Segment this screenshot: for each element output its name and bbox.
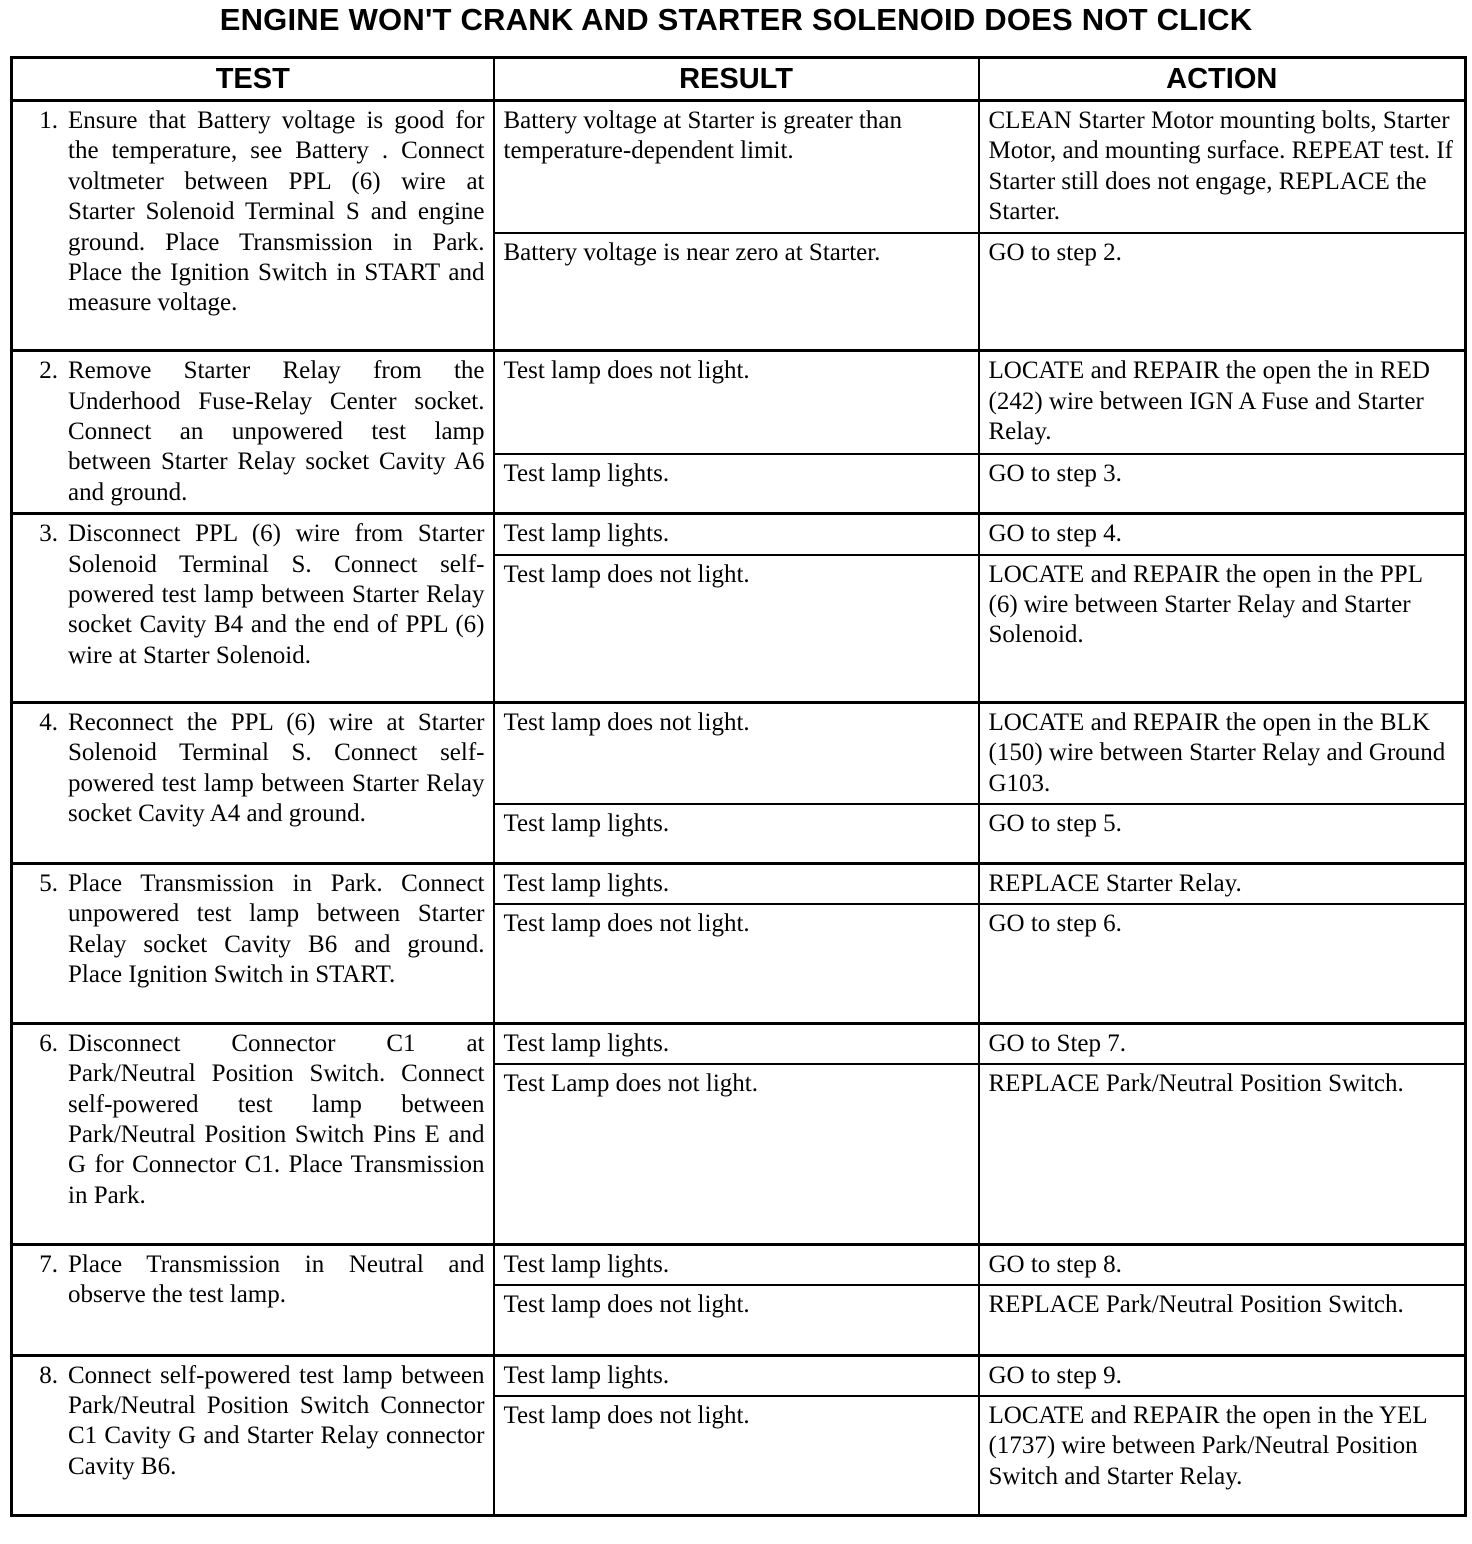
action-cell — [979, 904, 1466, 1023]
action-text: GO to step 5. — [988, 810, 1122, 838]
result-cell — [494, 804, 979, 863]
header-test: TEST — [12, 58, 494, 101]
result-cell — [494, 703, 979, 805]
table-body — [12, 101, 1466, 1516]
action-text: GO to step 2. — [988, 238, 1122, 266]
test-text: Connect self-powered test lamp between Park/Neutral Position Switch Connector C1 Cavity G and Starter Relay connector Cavity B6. — [68, 1361, 485, 1480]
action-cell — [979, 555, 1466, 703]
result-text: Test lamp does not light. — [503, 709, 750, 737]
action-cell — [979, 1355, 1466, 1396]
header-result: RESULT — [494, 58, 979, 101]
step-number: 2. — [39, 357, 58, 385]
table-row — [12, 101, 1466, 233]
result-cell — [494, 1355, 979, 1396]
action-text: REPLACE Park/Neutral Position Switch. — [988, 1291, 1404, 1318]
result-cell — [494, 514, 979, 555]
action-cell — [979, 101, 1466, 233]
result-cell — [494, 233, 979, 351]
action-text: GO to step 3. — [988, 459, 1122, 487]
test-text: Remove Starter Relay from the Underhood Fuse-Relay Center socket. Connect an unpowered test lamp between Starter Relay socket Cavity A6 and ground. — [68, 357, 485, 506]
table-row — [12, 703, 1466, 805]
test-cell — [12, 101, 494, 351]
header-action: ACTION — [979, 58, 1466, 101]
step-number: 6. — [39, 1029, 58, 1057]
result-cell — [494, 863, 979, 904]
step-number: 1. — [39, 107, 58, 134]
test-cell — [12, 351, 494, 514]
header-row — [12, 58, 1466, 101]
step-number: 8. — [39, 1361, 58, 1389]
test-text: Place Transmission in Neutral and observe the test lamp. — [68, 1250, 485, 1308]
result-cell — [494, 1244, 979, 1285]
result-text: Test lamp lights. — [503, 1250, 670, 1278]
result-text: Test lamp does not light. — [503, 1401, 750, 1429]
action-cell — [979, 863, 1466, 904]
action-cell — [979, 1396, 1466, 1516]
result-text: Test lamp does not light. — [503, 560, 750, 588]
action-text: GO to step 8. — [988, 1250, 1122, 1278]
page-title: ENGINE WON'T CRANK AND STARTER SOLENOID DOES NOT CLICK — [219, 2, 1253, 37]
action-cell — [979, 454, 1466, 514]
test-text: Ensure that Battery voltage is good for the temperature, see Battery . Connect voltmeter between PPL (6) wire at Starter Solenoid Terminal S and engine ground. Place Transmission in Park. Place the Ignition Switch in START and measure voltage. — [68, 107, 485, 317]
table-row — [12, 1244, 1466, 1285]
test-cell — [12, 703, 494, 864]
result-text: Test lamp lights. — [503, 459, 670, 487]
result-text: Test lamp lights. — [503, 810, 670, 838]
result-text: Test lamp lights. — [503, 869, 670, 897]
result-cell — [494, 555, 979, 703]
step-number: 3. — [39, 520, 58, 548]
step-number: 5. — [39, 869, 58, 897]
action-text: GO to step 4. — [988, 520, 1122, 548]
action-text: REPLACE Starter Relay. — [988, 869, 1242, 897]
action-cell — [979, 1023, 1466, 1064]
test-cell — [12, 1244, 494, 1355]
test-text: Reconnect the PPL (6) wire at Starter Solenoid Terminal S. Connect self-powered test lamp between Starter Relay socket Cavity A4 and ground. — [68, 709, 485, 828]
result-text: Battery voltage is near zero at Starter. — [503, 238, 881, 266]
action-text: GO to Step 7. — [988, 1029, 1126, 1057]
action-cell — [979, 1285, 1466, 1355]
result-text: Test lamp lights. — [503, 1029, 670, 1057]
test-text: Disconnect Connector C1 at Park/Neutral Position Switch. Connect self-powered test lamp between Park/Neutral Position Switch Pins E and G for Connector C1. Place Transmission in Park. — [68, 1029, 485, 1209]
action-text: GO to step 9. — [988, 1361, 1122, 1389]
action-text: REPLACE Park/Neutral Position Switch. — [988, 1070, 1404, 1098]
result-cell — [494, 1285, 979, 1355]
result-text: Test lamp lights. — [503, 520, 670, 548]
result-text: Test lamp lights. — [503, 1361, 670, 1389]
diagnostic-table — [10, 56, 1467, 1517]
test-cell — [12, 1023, 494, 1244]
action-cell — [979, 1244, 1466, 1285]
result-cell — [494, 904, 979, 1023]
step-number: 4. — [39, 709, 58, 737]
action-cell — [979, 351, 1466, 454]
result-cell — [494, 454, 979, 514]
action-text: CLEAN Starter Motor mounting bolts, Starter Motor, and mounting surface. REPEAT test. If Starter still does not engage, REPLACE the Starter. — [988, 107, 1453, 226]
step-number: 7. — [39, 1250, 58, 1278]
action-text: GO to step 6. — [988, 910, 1122, 938]
table-row — [12, 514, 1466, 555]
action-cell — [979, 804, 1466, 863]
result-text: Test Lamp does not light. — [503, 1070, 758, 1098]
action-cell — [979, 703, 1466, 805]
action-text: LOCATE and REPAIR the open the in RED (242) wire between IGN A Fuse and Starter Relay. — [988, 357, 1430, 445]
result-cell — [494, 1023, 979, 1064]
test-text: Place Transmission in Park. Connect unpowered test lamp between Starter Relay socket Cavity B6 and ground. Place Ignition Switch in START. — [68, 869, 485, 988]
result-text: Test lamp does not light. — [503, 357, 750, 385]
test-text: Disconnect PPL (6) wire from Starter Solenoid Terminal S. Connect self-powered test lamp between Starter Relay socket Cavity B4 and the end of PPL (6) wire at Starter Solenoid. — [68, 520, 485, 669]
result-cell — [494, 1064, 979, 1244]
action-text: LOCATE and REPAIR the open in the BLK (150) wire between Starter Relay and Ground G103. — [988, 709, 1446, 797]
test-cell — [12, 1355, 494, 1516]
action-cell — [979, 1064, 1466, 1244]
result-text: Battery voltage at Starter is greater than temperature-dependent limit. — [503, 107, 902, 165]
table-row — [12, 863, 1466, 904]
result-text: Test lamp does not light. — [503, 910, 750, 938]
test-cell — [12, 514, 494, 703]
result-cell — [494, 351, 979, 454]
test-cell — [12, 863, 494, 1023]
table-row — [12, 1355, 1466, 1396]
table-row — [12, 1023, 1466, 1064]
action-text: LOCATE and REPAIR the open in the YEL (1737) wire between Park/Neutral Position Switch and Starter Relay. — [988, 1401, 1427, 1490]
table-row — [12, 351, 1466, 454]
action-cell — [979, 514, 1466, 555]
result-text: Test lamp does not light. — [503, 1291, 750, 1318]
result-cell — [494, 101, 979, 233]
action-text: LOCATE and REPAIR the open in the PPL (6) wire between Starter Relay and Starter Solenoid. — [988, 560, 1423, 649]
result-cell — [494, 1396, 979, 1516]
action-cell — [979, 233, 1466, 351]
